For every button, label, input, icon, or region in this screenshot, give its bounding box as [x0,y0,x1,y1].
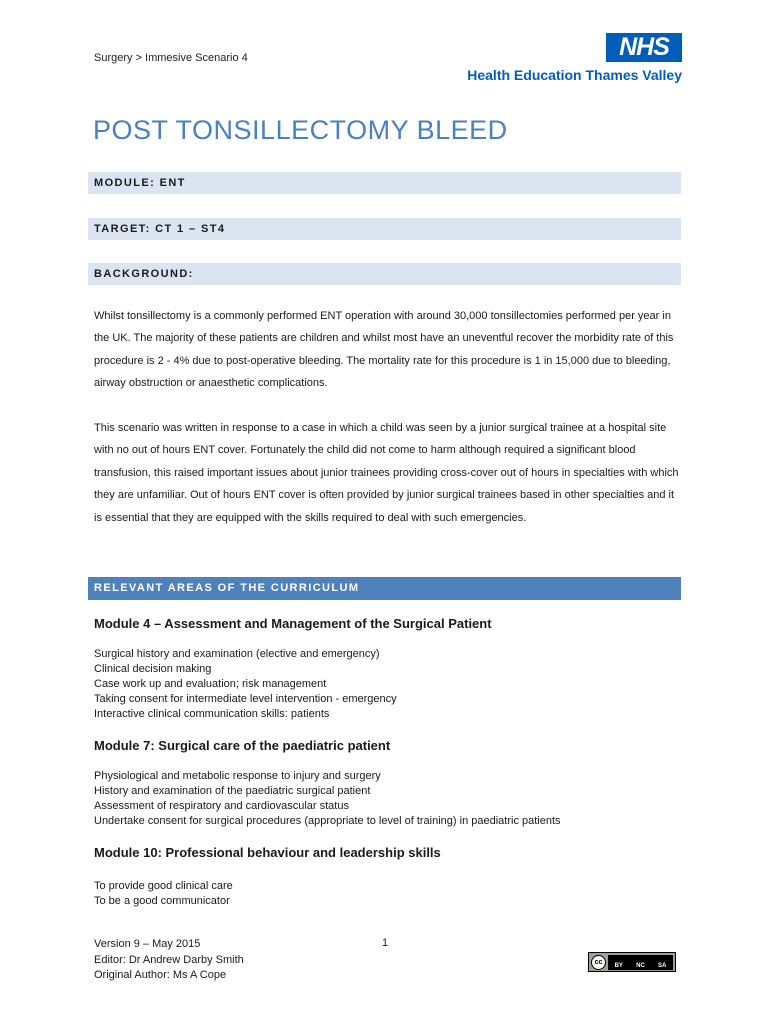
by-label: BY [614,962,623,969]
nc-label: NC [636,962,645,969]
list-item: History and examination of the paediatric surgical patient [94,785,371,797]
background-band: BACKGROUND: [88,263,681,285]
module-band: MODULE: ENT [88,172,681,194]
list-item: Clinical decision making [94,663,212,675]
sa-label: SA [658,962,667,969]
breadcrumb: Surgery > Immesive Scenario 4 [94,52,248,64]
list-item: Assessment of respiratory and cardiovascular status [94,800,349,812]
nhs-logo: NHS [606,33,682,62]
list-item: Case work up and evaluation; risk management [94,678,327,690]
target-band: TARGET: CT 1 – ST4 [88,218,681,240]
footer-author: Original Author: Ms A Cope [94,969,227,981]
list-item: Taking consent for intermediate level intervention - emergency [94,693,397,705]
background-paragraph-2: This scenario was written in response to a case in which a child was seen by a junior surgical trainee at a hospital site with no out of hours ENT cover. Fortunately the child did not come to harm although required a significant blood transfusion, this raised important issues about junior trainees providing cross-cover out of hours in specialties with which they are unfamiliar. Out of hours ENT cover is often provided by junior surgical trainees based in other specialties and it is essential that they are equipped with the skills required to deal with such emergencies. [94,422,679,524]
module-10-list [94,879,233,909]
cc-icon: cc [591,955,606,970]
footer-editor: Editor: Dr Andrew Darby Smith [94,953,244,966]
list-item: Interactive clinical communication skills: patients [94,708,330,720]
organization-name: Health Education Thames Valley [467,67,682,83]
module-7-list [94,769,561,829]
page-number: 1 [382,937,389,949]
footer-version: Version 9 – May 2015 [94,938,201,950]
module-4-heading: Module 4 – Assessment and Management of the Surgical Patient [94,616,492,631]
list-item: Undertake consent for surgical procedures (appropriate to level of training) in paediatric patients [94,815,561,827]
list-item: To be a good communicator [94,895,230,907]
license-terms [608,955,673,970]
page-title: POST TONSILLECTOMY BLEED [93,115,508,145]
creative-commons-license-icon [588,952,676,972]
list-item: Surgical history and examination (elective and emergency) [94,648,380,660]
curriculum-band: RELEVANT AREAS OF THE CURRICULUM [88,577,681,600]
list-item: To provide good clinical care [94,880,233,892]
module-4-list [94,647,397,722]
footer-info [94,937,244,984]
module-7-heading: Module 7: Surgical care of the paediatric patient [94,738,391,753]
module-10-heading: Module 10: Professional behaviour and leadership skills [94,845,441,860]
list-item: Physiological and metabolic response to injury and surgery [94,770,381,782]
background-paragraph-1: Whilst tonsillectomy is a commonly performed ENT operation with around 30,000 tonsillectomies performed per year in the UK. The majority of these patients are children and whilst most have an uneventful recover the morbidity rate of this procedure is 2 - 4% due to post-operative bleeding. The mortality rate for this procedure is 1 in 15,000 due to bleeding, airway obstruction or anaesthetic complications. [94,310,674,390]
